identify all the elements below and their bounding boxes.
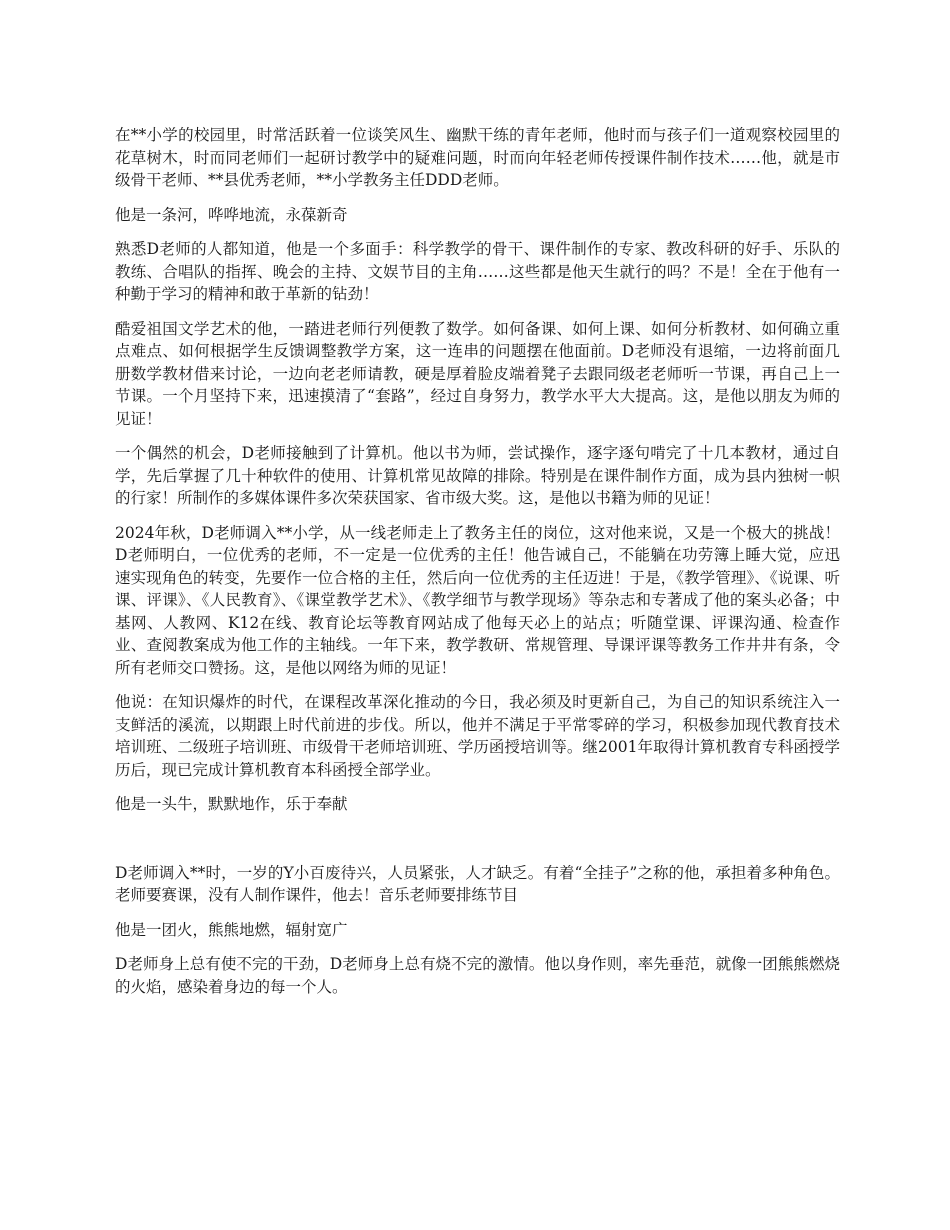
paragraph-intro: 在**小学的校园里，时常活跃着一位谈笑风生、幽默干练的青年老师，他时而与孩子们一道观察校园里的花草树木，时而同老师们一起研讨教学中的疑难问题，时而向年轻老师传授课件制作技术……他，就是市级骨干老师、**县优秀老师，**小学教务主任DDD老师。 bbox=[115, 126, 840, 189]
paragraph-passion: D老师身上总有使不完的干劲，D老师身上总有烧不完的激情。他以身作则，率先垂范，就像一团熊熊燃烧的火焰，感染着身边的每一个人。 bbox=[115, 955, 840, 996]
section-heading-fire: 他是一团火，熊熊地燃，辐射宽广 bbox=[115, 920, 348, 939]
section-heading-ox: 他是一头牛，默默地作，乐于奉献 bbox=[115, 795, 348, 813]
paragraph-learning: 他说：在知识爆炸的时代，在课程改革深化推动的今日，我必须及时更新自己，为自己的知识系统注入一支鲜活的溪流，以期跟上时代前进的步伐。所以，他并不满足于平常零碎的学习，积极参加现代教育技术培训班、二级班子培训班、市级骨干老师培训班、学历函授培训等。继2001年取得计算机教育专科函授学历后，现已完成计算机教育本科函授全部学业。 bbox=[115, 693, 840, 779]
paragraph-math-teaching: 酷爱祖国文学艺术的他，一踏进老师行列便教了数学。如何备课、如何上课、如何分析教材、如何确立重点难点、如何根据学生反馈调整教学方案，这一连串的问题摆在他面前。D老师没有退缩，一边将前面几册数学教材借来讨论，一边向老老师请教，硬是厚着脸皮端着凳子去跟同级老老师听一节课，再自己上一节课。一个月坚持下来，迅速摸清了“套路”，经过自身努力，教学水平大大提高。这，是他以朋友为师的见证！ bbox=[115, 319, 840, 428]
paragraph-academic-director: 2024年秋，D老师调入**小学，从一线老师走上了教务主任的岗位，这对他来说，又是一个极大的挑战！D老师明白，一位优秀的老师，不一定是一位优秀的主任！他告诫自己，不能躺在功劳簿上睡大觉，应迅速实现角色的转变，先要作一位合格的主任，然后向一位优秀的主任迈进！于是，《教学管理》、《说课、听课、评课》、《人民教育》、《课堂教学艺术》、《教学细节与教学现场》等杂志和专著成了他的案头必备；中基网、人教网、K12在线、教育论坛等教育网站成了他每天必上的站点；听随堂课、评课沟通、检查作业、查阅教案成为他工作的主轴线。一年下来，教学教研、常规管理、导课评课等教务工作井井有条，令所有老师交口赞扬。这，是他以网络为师的见证！ bbox=[115, 523, 840, 677]
document-page bbox=[115, 124, 840, 1010]
section-spacer bbox=[115, 828, 840, 862]
paragraph-multitalent: 熟悉D老师的人都知道，他是一个多面手：科学教学的骨干、课件制作的专家、教改科研的好手、乐队的教练、合唱队的指挥、晚会的主持、文娱节目的主角……这些都是他天生就行的吗？不是！全在于他有一种勤于学习的精神和敢于革新的钻劲！ bbox=[115, 240, 840, 303]
paragraph-computer: 一个偶然的机会，D老师接触到了计算机。他以书为师，尝试操作，逐字逐句啃完了十几本教材，通过自学，先后掌握了几十种软件的使用、计算机常见故障的排除。特别是在课件制作方面，成为县内独树一帜的行家！所制作的多媒体课件多次荣获国家、省市级大奖。这，是他以书籍为师的见证！ bbox=[115, 444, 840, 507]
paragraph-roles: D老师调入**时，一岁的Y小百废待兴，人员紧张，人才缺乏。有着“全挂子”之称的他，承担着多种角色。老师要赛课，没有人制作课件，他去！音乐老师要排练节目 bbox=[115, 863, 840, 904]
section-heading-river: 他是一条河，哗哗地流，永葆新奇 bbox=[115, 205, 348, 224]
